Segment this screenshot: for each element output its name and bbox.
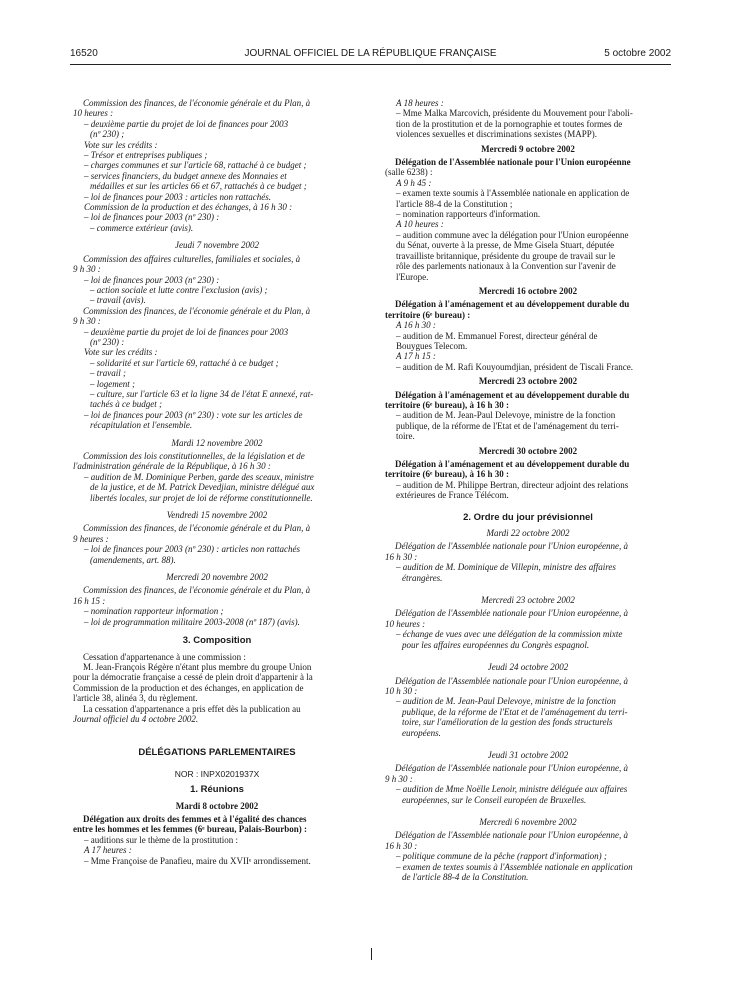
text-line: Commission de la production et des échanges, en application de bbox=[73, 682, 304, 693]
text-line: – examen texte soumis à l'Assemblée nationale en application de bbox=[396, 188, 630, 199]
text-line: toire. bbox=[396, 431, 415, 442]
text-line: (nº 230) : bbox=[90, 336, 125, 347]
text-line: – Trésor et entreprises publiques ; bbox=[84, 150, 208, 161]
page-number: 16520 bbox=[70, 48, 98, 59]
text-line: A 10 heures : bbox=[396, 219, 444, 230]
section-title: 1. Réunions bbox=[190, 784, 244, 796]
text-line: – logement ; bbox=[90, 378, 135, 389]
text-line: Cessation d'appartenance à une commission : bbox=[83, 651, 246, 662]
date-heading: Vendredi 15 novembre 2002 bbox=[166, 510, 268, 521]
text-line: – solidarité et sur l'article 69, rattaché à ce budget ; bbox=[90, 357, 279, 368]
date-heading: Mardi 12 novembre 2002 bbox=[171, 437, 263, 448]
text-line: – nomination rapporteurs d'information. bbox=[396, 209, 541, 220]
right-column bbox=[385, 98, 671, 882]
text-line: publique, de la réforme de l'Etat et de l'aménagement du terri- bbox=[396, 420, 619, 431]
text-line: – loi de finances pour 2003 (nº 230) : bbox=[84, 212, 220, 223]
text-line: Commission de la production et des échanges, à 16 h 30 : bbox=[84, 202, 293, 213]
text-line: – audition de M. Jean-Paul Delevoye, ministre de la fonction bbox=[396, 410, 616, 421]
text-line: Délégation à l'aménagement et au développement durable du bbox=[395, 389, 630, 400]
text-line: Journal officiel du 4 octobre 2002. bbox=[73, 713, 199, 724]
text-line: – loi de programmation militaire 2003-2008 (nº 187) (avis). bbox=[84, 616, 300, 627]
text-line: Vote sur les crédits : bbox=[84, 347, 158, 358]
text-line: – services financiers, du budget annexe des Monnaies et bbox=[84, 170, 287, 181]
text-line: – loi de finances pour 2003 (nº 230) : articles non rattachés bbox=[84, 544, 301, 555]
text-line: tion de la prostitution et de la pornographie et toutes formes de bbox=[396, 118, 623, 129]
date-heading: Jeudi 31 octobre 2002 bbox=[487, 749, 569, 760]
text-line: A 18 heures : bbox=[396, 98, 444, 108]
text-line: – audition de M. Emmanuel Forest, directeur général de bbox=[396, 330, 598, 341]
text-line: – culture, sur l'article 63 et la ligne 34 de l'état E annexé, rat- bbox=[90, 388, 314, 399]
text-line: – Mme Françoise de Panafieu, maire du XVIIᵉ arrondissement. bbox=[84, 855, 311, 866]
text-line: 16 h 30 : bbox=[385, 840, 418, 851]
text-line: l'article 38, alinéa 3, du règlement. bbox=[73, 693, 198, 704]
text-line: 16 h 30 : bbox=[385, 551, 418, 562]
text-line: Délégation à l'aménagement et au développement durable du bbox=[395, 299, 630, 310]
text-line: – loi de finances pour 2003 : articles non rattachés. bbox=[84, 191, 271, 202]
text-line: La cessation d'appartenance a pris effet dès la publication au bbox=[83, 703, 301, 714]
text-line: publique, de la réforme de l'Etat et de l'aménagement du terri- bbox=[402, 706, 628, 717]
text-line: – charges communes et sur l'article 68, rattaché à ce budget ; bbox=[84, 160, 307, 171]
text-line: – loi de finances pour 2003 (nº 230) : bbox=[84, 274, 220, 285]
text-line: Bouygues Telecom. bbox=[396, 340, 468, 351]
text-line: – audition de M. Dominique Perben, garde des sceaux, ministre bbox=[84, 471, 314, 482]
text-line: 16 h 15 : bbox=[73, 595, 106, 606]
text-line: l'administration générale de la République, à 16 h 30 : bbox=[73, 461, 271, 472]
text-line: 9 h 30 : bbox=[73, 316, 101, 327]
text-line: – politique commune de la pêche (rapport d'information) ; bbox=[396, 851, 607, 862]
text-line: A 17 heures : bbox=[84, 845, 132, 856]
text-line: Commission des finances, de l'économie générale et du Plan, à bbox=[83, 98, 311, 108]
text-line: – audition de M. Rafi Kouyoumdjian, président de Tiscali France. bbox=[396, 361, 633, 372]
text-line: 9 heures : bbox=[73, 533, 109, 544]
section-title: 2. Ordre du jour prévisionnel bbox=[463, 511, 593, 523]
text-line: Commission des affaires culturelles, familiales et sociales, à bbox=[83, 253, 301, 264]
text-line: – audition de Mme Noëlle Lenoir, ministre déléguée aux affaires bbox=[396, 784, 628, 795]
text-line: toire, sur l'amélioration de la gestion des fonds structurels bbox=[402, 717, 613, 728]
text-line: M. Jean-François Régère n'étant plus membre du groupe Union bbox=[83, 661, 312, 672]
text-line: (nº 230) ; bbox=[90, 129, 125, 140]
date-heading: Mercredi 6 novembre 2002 bbox=[479, 816, 577, 827]
date-heading: Mardi 22 octobre 2002 bbox=[486, 528, 570, 539]
text-line: Délégation de l'Assemblée nationale pour l'Union européenne, à bbox=[395, 541, 628, 552]
text-line: violences sexuelles et discriminations sexistes (MAPP). bbox=[396, 129, 597, 140]
text-line: – audition de M. Jean-Paul Delevoye, ministre de la fonction bbox=[396, 696, 616, 707]
text-line: – échange de vues avec une délégation de la commission mixte bbox=[396, 629, 623, 640]
text-line: Commission des finances, de l'économie générale et du Plan, à bbox=[83, 305, 311, 316]
text-line: 10 heures : bbox=[385, 618, 426, 629]
text-line: – deuxième partie du projet de loi de finances pour 2003 bbox=[84, 118, 289, 129]
left-column bbox=[73, 98, 361, 866]
date-heading: Mercredi 23 octobre 2002 bbox=[478, 376, 578, 387]
text-line: tachés à ce budget ; bbox=[90, 399, 162, 410]
text-line: l'article 88-4 de la Constitution ; bbox=[396, 198, 513, 209]
text-line: – deuxième partie du projet de loi de finances pour 2003 bbox=[84, 326, 289, 337]
section-title: 3. Composition bbox=[182, 635, 252, 647]
text-line: – nomination rapporteur information ; bbox=[84, 606, 224, 617]
text-line: Délégation de l'Assemblée nationale pour l'Union européenne bbox=[395, 157, 631, 168]
text-line: Délégation de l'Assemblée nationale pour l'Union européenne, à bbox=[395, 763, 628, 774]
text-line: territoire (6ᵉ bureau), à 16 h 30 : bbox=[385, 469, 509, 480]
text-line: travailliste britannique, présidente du groupe de travail sur le bbox=[396, 250, 616, 261]
date-heading: Jeudi 7 novembre 2002 bbox=[175, 240, 259, 251]
text-line: Délégation de l'Assemblée nationale pour l'Union européenne, à bbox=[395, 830, 628, 841]
text-line: – auditions sur le thème de la prostitution : bbox=[84, 834, 238, 845]
nor-reference: NOR : INPX0201937X bbox=[174, 768, 260, 779]
date-heading: Mercredi 20 novembre 2002 bbox=[166, 572, 268, 583]
text-line: Commission des lois constitutionnelles, de la législation et de bbox=[83, 451, 305, 461]
text-line: de la justice, et de M. Patrick Devedjian, ministre délégué aux bbox=[90, 482, 315, 493]
text-line: – loi de finances pour 2003 (nº 230) : vote sur les articles de bbox=[84, 409, 303, 420]
text-line: médailles et sur les articles 66 et 67, rattachés à ce budget ; bbox=[90, 181, 307, 192]
text-line: du Sénat, ouverte à la presse, de Mme Gisela Stuart, députée bbox=[396, 240, 615, 251]
text-line: pour la démocratie française a cessé de plein droit d'appartenir à la bbox=[73, 672, 313, 683]
header-rule bbox=[70, 64, 671, 65]
text-line: récapitulation et l'ensemble. bbox=[90, 420, 193, 431]
text-line: 10 h 30 : bbox=[385, 685, 418, 696]
text-line: (amendements, art. 88). bbox=[90, 554, 176, 565]
date-heading: Mercredi 9 octobre 2002 bbox=[481, 143, 575, 154]
text-line: territoire (6ᵉ bureau) : bbox=[385, 309, 471, 320]
text-line: libertés locales, sur projet de loi de réforme constitutionnelle. bbox=[90, 492, 313, 503]
text-line: extérieures de France Télécom. bbox=[396, 490, 509, 501]
text-line: territoire (6ᵉ bureau), à 16 h 30 : bbox=[385, 399, 509, 410]
journal-title: JOURNAL OFFICIEL DE LA RÉPUBLIQUE FRANÇAISE bbox=[244, 48, 497, 59]
text-line: européens. bbox=[402, 727, 441, 738]
text-line: A 16 h 30 : bbox=[396, 320, 436, 331]
text-line: pour les affaires européennes du Congrès espagnol. bbox=[402, 639, 590, 650]
text-line: Vote sur les crédits : bbox=[84, 139, 158, 150]
text-line: 9 h 30 : bbox=[385, 773, 413, 784]
text-line: – Mme Malka Marcovich, présidente du Mouvement pour l'aboli- bbox=[396, 108, 633, 119]
text-line: Délégation à l'aménagement et au développement durable du bbox=[395, 459, 630, 469]
text-line: – audition de M. Philippe Bertran, directeur adjoint des relations bbox=[396, 479, 629, 490]
text-line: rôle des parlements nationaux à la Convention sur l'avenir de bbox=[396, 261, 616, 272]
text-line: Délégation de l'Assemblée nationale pour l'Union européenne, à bbox=[395, 608, 628, 619]
text-line: l'Europe. bbox=[396, 271, 429, 282]
text-line: A 17 h 15 : bbox=[396, 351, 436, 362]
text-line: A 9 h 45 : bbox=[396, 177, 432, 188]
text-line: – audition commune avec la délégation pour l'Union européenne bbox=[396, 229, 629, 240]
text-line: – audition de M. Dominique de Villepin, ministre des affaires bbox=[396, 562, 616, 573]
date-heading: Mercredi 23 octobre 2002 bbox=[481, 595, 575, 606]
date-heading: Mercredi 30 octobre 2002 bbox=[478, 445, 578, 456]
date-heading: Mercredi 16 octobre 2002 bbox=[478, 285, 578, 296]
delegations-title: DÉLÉGATIONS PARLEMENTAIRES bbox=[138, 747, 296, 759]
text-line: étrangères. bbox=[402, 572, 443, 583]
text-line: – travail ; bbox=[90, 368, 126, 379]
text-line: européennes, sur le Conseil européen de Bruxelles. bbox=[402, 794, 587, 805]
text-line: (salle 6238) : bbox=[385, 167, 433, 178]
column-rule bbox=[371, 948, 372, 960]
text-line: Commission des finances, de l'économie générale et du Plan, à bbox=[83, 523, 311, 534]
text-line: Délégation aux droits des femmes et à l'égalité des chances bbox=[83, 813, 307, 824]
text-line: entre les hommes et les femmes (6ᵉ bureau, Palais-Bourbon) : bbox=[73, 824, 307, 835]
text-line: de l'article 88-4 de la Constitution. bbox=[402, 872, 529, 882]
date-heading: Mardi 8 octobre 2002 bbox=[175, 800, 259, 811]
text-line: – action sociale et lutte contre l'exclusion (avis) ; bbox=[90, 284, 268, 295]
text-line: – commerce extérieur (avis). bbox=[90, 222, 194, 233]
text-line: 9 h 30 : bbox=[73, 264, 101, 275]
text-line: – examen de textes soumis à l'Assemblée nationale en application bbox=[396, 861, 633, 872]
text-line: Délégation de l'Assemblée nationale pour l'Union européenne, à bbox=[395, 675, 628, 686]
text-line: Commission des finances, de l'économie générale et du Plan, à bbox=[83, 585, 311, 596]
text-line: – travail (avis). bbox=[90, 295, 146, 306]
text-line: 10 heures : bbox=[73, 108, 114, 119]
issue-date: 5 octobre 2002 bbox=[604, 48, 671, 59]
date-heading: Jeudi 24 octobre 2002 bbox=[487, 662, 569, 673]
page-header bbox=[70, 48, 671, 64]
